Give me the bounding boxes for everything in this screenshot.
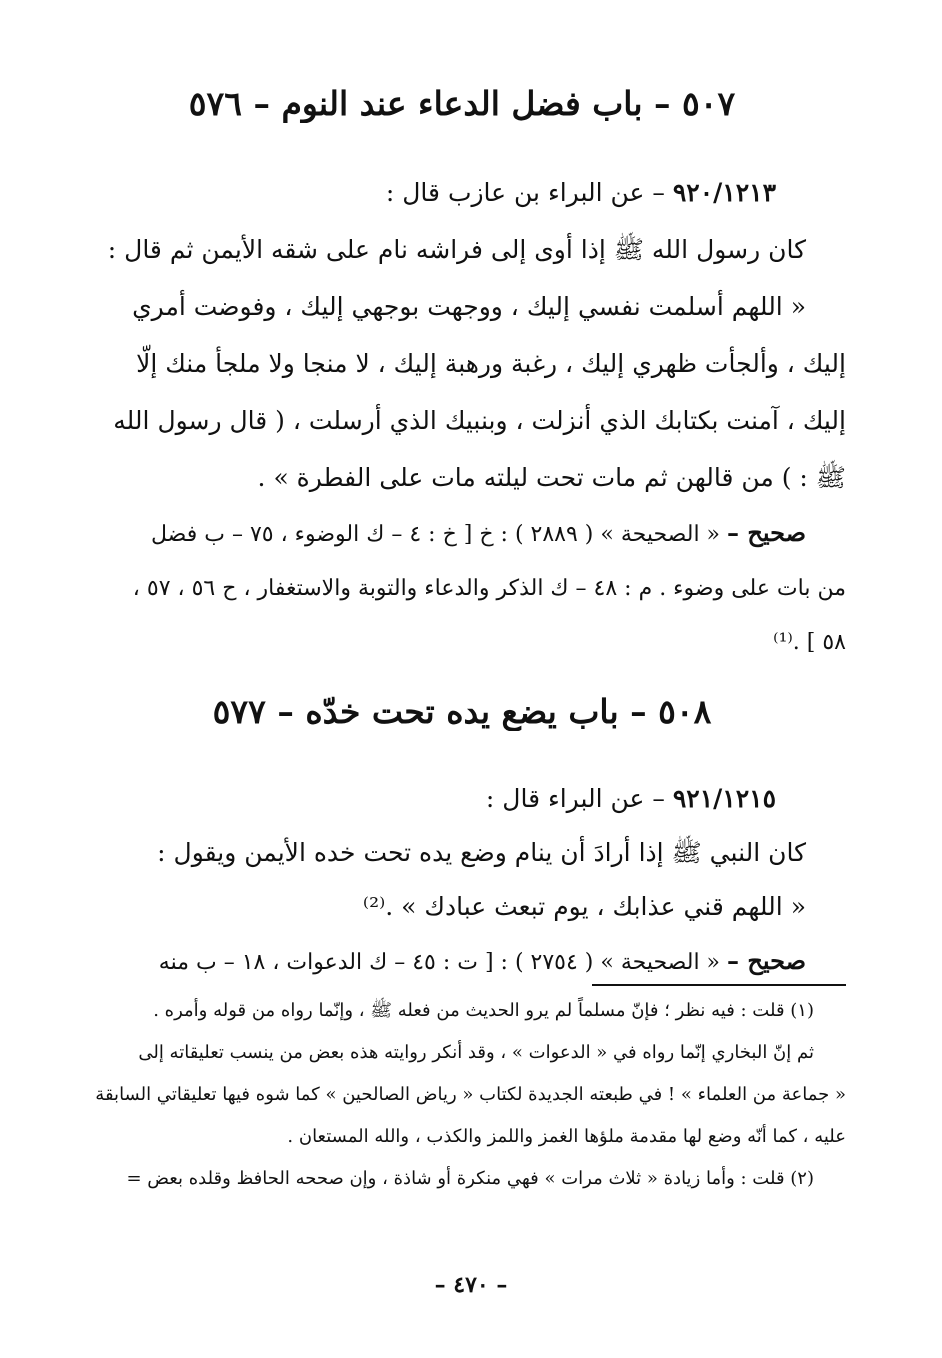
hadith-921-source <box>78 934 846 990</box>
footnote-1-line-4: عليه ، كما أنّه وضع لها مقدمة ملؤها الغمز واللمز والكذب ، والله المستعان . <box>287 1126 846 1147</box>
footnotes <box>78 990 846 1200</box>
hadith-920-line-3: إليك ، وألجأت ظهري إليك ، رغبة ورهبة إليك ، لا منجا ولا ملجأ منك إلّا <box>136 349 846 378</box>
hadith-921-block <box>78 772 846 990</box>
hadith-920-line-2: « اللهم أسلمت نفسي إليك ، ووجهت بوجهي إليك ، وفوضت أمري <box>132 292 806 321</box>
chapter-title-508: ٥٠٨ – باب يضع يده تحت خدّه – ٥٧٧ <box>212 692 712 731</box>
hadith-921-source-text: « الصحيحة » ( ٢٧٥٤ ) : [ ت : ٤٥ – ك الدعوات ، ١٨ – ب منه <box>158 950 721 975</box>
hadith-920-grading: صحيح – <box>727 518 806 547</box>
hadith-921-narrator: – عن البراء قال : <box>485 784 665 813</box>
hadith-921-number: ٩٢١/١٢١٥ <box>672 784 776 813</box>
hadith-920-source-text: « الصحيحة » ( ٢٨٨٩ ) : خ [ خ : ٤ – ك الوضوء ، ٧٥ – ب فضل <box>150 522 721 547</box>
hadith-920-intro <box>78 164 846 221</box>
footnote-2-line-1: (٢) قلت : وأما زيادة « ثلاث مرات » فهي منكرة أو شاذة ، وإن صححه الحافظ وقلده بعض = <box>126 1168 814 1189</box>
hadith-920-block <box>78 164 846 670</box>
hadith-921-grading: صحيح – <box>727 946 806 975</box>
hadith-920-number: ٩٢٠/١٢١٣ <box>672 178 776 207</box>
footnote-1-line-3: « جماعة من العلماء » ! في طبعته الجديدة لكتاب « رياض الصالحين » كما شوه فيها تعليقاتي السابقة <box>95 1084 846 1105</box>
hadith-920-source-2: من بات على وضوء . م : ٤٨ – ك الذكر والدعاء والتوبة والاستغفار ، ح ٥٦ ، ٥٧ ، <box>132 576 846 601</box>
hadith-920-line-4: إليك ، آمنت بكتابك الذي أنزلت ، وبنبيك الذي أرسلت ، ( قال رسول الله <box>113 406 846 435</box>
chapter-title-507: ٥٠٧ – باب فضل الدعاء عند النوم – ٥٧٦ <box>188 84 736 123</box>
page-number: – ٤٧٠ – <box>434 1272 508 1298</box>
hadith-921-line-1: كان النبي ﷺ إذا أرادَ أن ينام وضع يده تحت خده الأيمن ويقول : <box>157 838 806 867</box>
hadith-920-source-3: ٥٨ ] .⁽¹⁾ <box>773 630 846 655</box>
hadith-920-source-1 <box>78 506 846 562</box>
footnote-separator <box>592 984 846 986</box>
hadith-920-narrator: – عن البراء بن عازب قال : <box>385 178 665 207</box>
hadith-921-intro <box>78 772 846 826</box>
footnote-1-line-2: ثم إنّ البخاري إنّما رواه في « الدعوات » ، وقد أنكر روايته هذه بعض من ينسب تعليقاته إلى <box>138 1042 814 1063</box>
hadith-921-line-2: « اللهم قني عذابك ، يوم تبعث عبادك » .⁽²⁾ <box>362 892 806 921</box>
hadith-920-line-1: كان رسول الله ﷺ إذا أوى إلى فراشه نام على شقه الأيمن ثم قال : <box>107 235 806 264</box>
footnote-1-line-1: (١) قلت : فيه نظر ؛ فإنّ مسلماً لم يرو الحديث من فعله ﷺ ، وإنّما رواه من قوله وأمره . <box>153 1000 814 1021</box>
hadith-920-line-5: ﷺ : ) من قالهن ثم مات تحت ليلته مات على الفطرة » . <box>257 463 846 492</box>
